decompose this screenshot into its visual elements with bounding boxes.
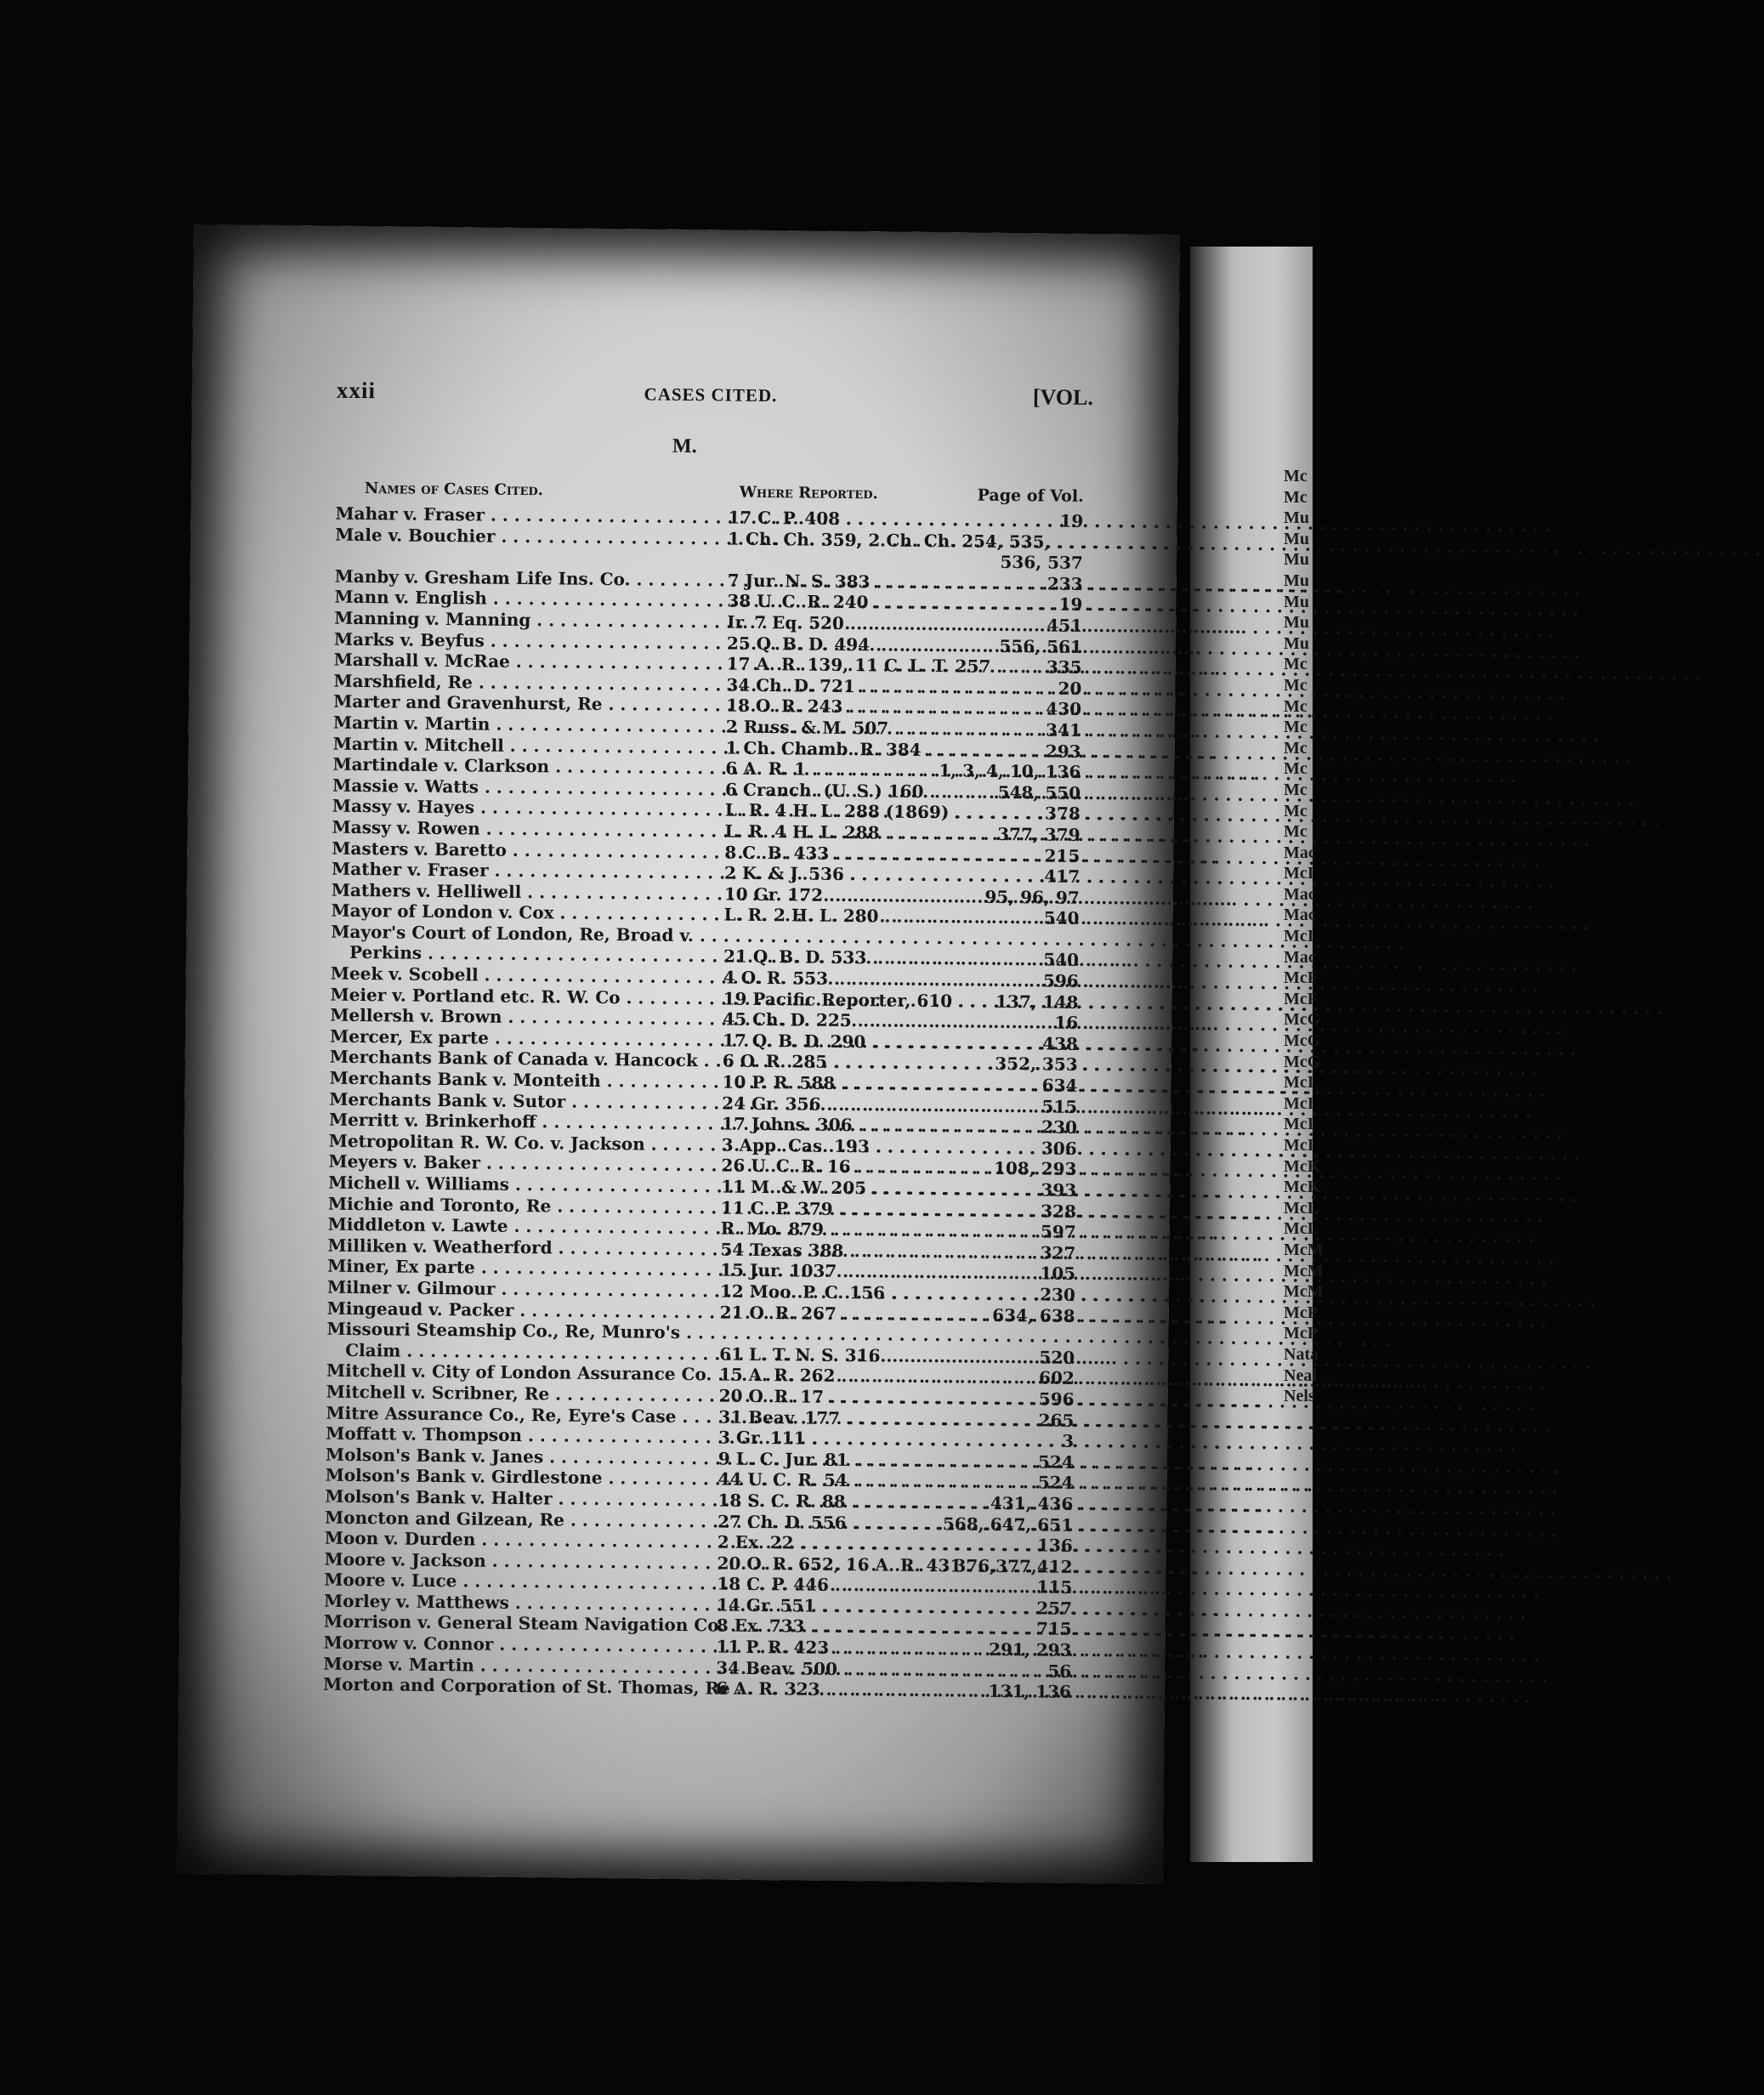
facing-page-fragment: Mu — [1284, 613, 1309, 633]
where-reported-text: 20 O. R. 17 — [718, 1385, 825, 1407]
page-of-vol: 520 — [1039, 1347, 1075, 1368]
column-heading-page: Page of Vol. — [977, 485, 1084, 506]
page-of-vol: 327 — [1040, 1242, 1076, 1263]
page-of-vol: 540 — [1043, 949, 1080, 971]
where-reported-text: 26 U. C. R. 16 — [721, 1155, 851, 1178]
facing-page-text — [1284, 466, 1324, 1407]
facing-page-fragment: McM — [1284, 1282, 1324, 1302]
facing-page-fragment: McP — [1284, 1324, 1318, 1343]
page-of-vol: 306 — [1041, 1138, 1077, 1159]
facing-page-fragment: McG — [1284, 1031, 1321, 1051]
page-of-vol: 556, 561 — [999, 635, 1083, 657]
page-of-vol: 3 — [1062, 1430, 1075, 1451]
where-reported-text: 18 S. C. R. 88 — [718, 1490, 846, 1512]
where-reported-text: 25 Q. B. D. 494 — [726, 633, 871, 655]
case-name-text: Marks v. Beyfus — [333, 628, 485, 651]
where-reported-text: 10 P. R. 588 — [722, 1071, 836, 1093]
page-header — [336, 377, 1094, 419]
case-name-text: Mayor's Court of London, Re, Broad v. — [331, 921, 695, 946]
where-reported-text: 38 U. C. R. 240 — [727, 590, 869, 613]
case-name-text: Missouri Steamship Co., Re, Munro's — [326, 1318, 681, 1343]
facing-page-fragment: Mu — [1284, 571, 1309, 590]
case-name-text: Merchants Bank v. Sutor — [329, 1088, 566, 1112]
page-of-vol: 1, 3, 4, 10, 136 — [939, 760, 1081, 783]
case-name-text: Merchants Bank of Canada v. Hancock — [329, 1047, 698, 1071]
page-of-vol: 16 — [1054, 1012, 1079, 1034]
case-name-text: Morrow v. Connor — [323, 1632, 494, 1655]
column-heading-names: Names of Cases Cited. — [364, 480, 544, 500]
page-of-vol: 393 — [1041, 1179, 1077, 1201]
page-of-vol: 257 — [1036, 1598, 1073, 1619]
case-name-text: Milliken v. Weatherford — [327, 1235, 553, 1258]
page-of-vol: 115 — [1036, 1576, 1073, 1598]
where-reported-text: 6 O. R. 285 — [722, 1050, 828, 1073]
facing-page-fragment: Nels — [1284, 1387, 1315, 1406]
running-title: CASES CITED. — [644, 383, 778, 406]
where-reported-text: 15 Jur. 1037 — [720, 1259, 837, 1282]
case-name-text: Massy v. Rowen — [332, 816, 480, 839]
page-of-vol: 328 — [1041, 1201, 1077, 1222]
page-of-vol: 341 — [1045, 719, 1081, 741]
facing-page-fragment: Mu — [1284, 508, 1309, 528]
where-reported-text: 45 Ch. D. 225 — [723, 1008, 852, 1031]
case-name-text: Moncton and Gilzean, Re — [324, 1507, 565, 1530]
facing-page-fragment: Mc — [1284, 696, 1307, 716]
facing-page-fragment: McM — [1284, 1261, 1324, 1280]
where-reported-text: R. Mo. 879 — [720, 1218, 825, 1240]
where-reported-text: 34 Beav. 500 — [716, 1657, 838, 1679]
case-name-text: Merchants Bank v. Monteith — [329, 1067, 601, 1092]
case-name-text: Mitchell v. City of London Assurance Co. — [326, 1360, 712, 1385]
case-name-text: Molson's Bank v. Halter — [325, 1485, 553, 1509]
page-of-vol: 108, 293 — [993, 1158, 1077, 1180]
case-name-text: Masters v. Baretto — [332, 837, 508, 860]
where-reported-text: 1 Ch. Chamb. R. 384 — [725, 737, 922, 760]
case-name-text: Milner v. Gilmour — [326, 1276, 496, 1299]
page-of-vol: 540 — [1043, 907, 1080, 929]
where-reported-text: 18 O. R. 243 — [726, 695, 843, 718]
case-name-text: Meier v. Portland etc. R. W. Co — [330, 984, 621, 1008]
case-name-text: Mellersh v. Brown — [330, 1004, 502, 1028]
where-reported-text: 12 Moo. P. C. 156 — [719, 1280, 886, 1303]
where-reported-text: 54 Texas 388 — [720, 1239, 844, 1261]
where-reported-text: 19 Pacific Reporter, 610 — [723, 988, 953, 1011]
where-reported-text: 18 C. P. 446 — [717, 1573, 830, 1596]
facing-page-fragment: Mu — [1284, 529, 1309, 548]
facing-page-fragment: Mac — [1284, 947, 1316, 967]
case-name-text: Molson's Bank v. Girdlestone — [325, 1464, 603, 1489]
page-of-vol: 715 — [1035, 1618, 1072, 1640]
page-of-vol: 378 — [1044, 803, 1081, 825]
where-reported-text: 2 Russ. & M. 507 — [725, 716, 889, 739]
where-reported-text: 24 Gr. 356 — [722, 1093, 821, 1115]
where-reported-text: 1 Ch. Ch. 359, 2 Ch. Ch. 254, 535, — [728, 528, 1051, 553]
where-reported-text: 17 Q. B. D. 290 — [722, 1030, 866, 1053]
where-reported-text: 34 Ch. D. 721 — [726, 674, 855, 696]
where-reported-text: 17 C. P. 408 — [728, 507, 841, 529]
case-name-text: Martin v. Martin — [332, 712, 491, 735]
where-reported-text: 10 Gr. 172 — [723, 883, 824, 906]
where-reported — [728, 528, 1051, 553]
case-name-text: Morse v. Martin — [323, 1653, 474, 1676]
facing-page-fragment: McK — [1284, 1156, 1321, 1176]
page-of-vol: 515 — [1041, 1096, 1078, 1117]
case-name-text: Mather v. Fraser — [331, 858, 489, 881]
facing-page-fragment: Mc — [1284, 822, 1307, 842]
facing-page-fragment: McG — [1284, 1010, 1321, 1030]
page-of-vol: 335 — [1046, 656, 1082, 678]
where-reported-text: 2 Ex. 22 — [717, 1531, 794, 1553]
page-of-vol: 451 — [1046, 615, 1083, 636]
facing-page-fragment: McI — [1284, 1136, 1314, 1155]
where-reported-text: 44 U. C. R. 54 — [718, 1468, 848, 1491]
where-reported-text: 3 App. Cas. 193 — [721, 1134, 870, 1157]
facing-page-fragment: McI — [1284, 1093, 1314, 1113]
case-name-text: Morley v. Matthews — [323, 1590, 509, 1613]
facing-page-fragment: Mc — [1284, 718, 1307, 737]
where-reported-text: 61 L. T. N. S. 316 — [719, 1343, 881, 1366]
where-reported-text: 9 L. C. Jur. 81 — [718, 1448, 848, 1470]
page-of-vol: 417 — [1044, 866, 1081, 887]
case-name-text: Moon v. Durden — [324, 1527, 476, 1550]
case-name — [322, 1673, 730, 1699]
facing-page-fragment: Mc — [1284, 759, 1307, 779]
facing-page-fragment: Nata — [1284, 1344, 1319, 1364]
case-name-text: Morton and Corporation of St. Thomas, Re — [322, 1673, 730, 1699]
case-name-text: Michie and Toronto, Re — [327, 1193, 552, 1216]
case-name-text: Massy v. Hayes — [332, 795, 475, 818]
facing-page-fragment: McK — [1284, 1178, 1321, 1197]
column-heading-where: Where Reported. — [739, 483, 878, 503]
where-reported-text: 6 A. R. 1 — [725, 758, 807, 780]
where-reported-text: 8 Ex. 733 — [716, 1615, 805, 1638]
facing-page-fragment: Mc — [1284, 675, 1307, 695]
case-name-text: Male v. Bouchier — [335, 524, 496, 547]
page-of-vol: 377, 379 — [997, 823, 1081, 845]
case-name-text: Mathers v. Helliwell — [331, 879, 522, 902]
facing-page-fragment: McG — [1284, 1052, 1321, 1071]
case-name-text: Middleton v. Lawte — [327, 1213, 508, 1237]
where-reported-text: 31 Beav. 177 — [718, 1405, 841, 1428]
page-of-vol: 352, 353 — [995, 1053, 1078, 1076]
page-of-vol: 293 — [1045, 740, 1081, 762]
page-of-vol: 215 — [1044, 844, 1081, 866]
case-name-text: Manby v. Gresham Life Ins. Co. — [334, 565, 631, 590]
case-name-text: Meyers v. Baker — [328, 1151, 481, 1173]
facing-page-fragment: Mc — [1284, 738, 1307, 758]
facing-page-fragment: Mu — [1284, 633, 1309, 653]
page-of-vol: 230 — [1040, 1284, 1076, 1305]
facing-page-fragment: McP — [1284, 1303, 1318, 1322]
where-reported-text: 2 K. & J. 536 — [723, 862, 844, 885]
page-of-vol: 230 — [1041, 1116, 1078, 1138]
where-reported-text: 3 Gr. 111 — [718, 1427, 806, 1449]
where-reported-text: 15 A. R. 262 — [718, 1364, 836, 1387]
where-reported-text: 7 Jur. N. S. 383 — [727, 570, 871, 593]
cases-table — [323, 503, 1084, 1703]
case-name-text: Moore v. Luce — [324, 1569, 457, 1592]
facing-page-fragment: Mac — [1284, 884, 1316, 904]
facing-page-fragment: Mc — [1284, 780, 1307, 799]
case-name-text: Marshall v. McRae — [333, 649, 510, 673]
page-of-vol: 596 — [1042, 970, 1079, 991]
case-name-text: Mercer, Ex parte — [329, 1025, 490, 1048]
case-name-text: Moffatt v. Thompson — [326, 1422, 523, 1446]
facing-page-fragment: Mc — [1284, 655, 1307, 674]
where-reported-text: L. R. 2 H. L. 280 — [723, 904, 879, 927]
case-name-text: Michell v. Williams — [328, 1172, 510, 1195]
page-of-vol: 19 — [1059, 510, 1084, 531]
page-of-vol: 95, 96, 97 — [984, 886, 1080, 908]
where-reported-text: Ir. 7 Eq. 520 — [727, 611, 845, 633]
facing-page-fragment: McI — [1284, 1073, 1314, 1093]
where-reported-text: 20 O. R. 652, 16 A. R. 431 — [717, 1553, 962, 1576]
where-reported-text: 6 A. R. 323 — [715, 1678, 820, 1700]
case-name-text: Moore v. Jackson — [324, 1548, 486, 1571]
case-name-text: Massie v. Watts — [332, 775, 479, 798]
case-name-text: Mitre Assurance Co., Re, Eyre's Case — [326, 1402, 677, 1427]
page-of-vol: 438 — [1042, 1033, 1079, 1054]
where-reported-text: 11 P. R. 423 — [716, 1636, 830, 1658]
where-reported-text: 21 O. R. 267 — [719, 1302, 837, 1324]
case-name-text: Martindale v. Clarkson — [332, 753, 550, 777]
page-of-vol: 431, 436 — [990, 1492, 1074, 1514]
facing-page-fragment: Mac — [1284, 906, 1316, 925]
case-name-text: Morrison v. General Steam Navigation Co. — [323, 1611, 725, 1637]
page-of-vol: 136 — [1036, 1535, 1073, 1556]
case-name-text: Marter and Gravenhurst, Re — [333, 691, 603, 715]
where-reported-text: 4 O. R. 553 — [723, 967, 829, 989]
document-page — [177, 224, 1180, 1884]
page-of-vol: 20 — [1058, 678, 1082, 699]
case-name-text: Mahar v. Fraser — [335, 502, 485, 525]
facing-page-fragment: McM — [1284, 1240, 1324, 1259]
facing-page-fragment: McI — [1284, 927, 1314, 946]
case-name-text: Claim — [345, 1339, 401, 1361]
page-of-vol: 265 — [1038, 1409, 1075, 1431]
facing-page-fragment: Neal — [1284, 1365, 1317, 1385]
page-of-vol: 430 — [1046, 698, 1082, 720]
page-of-vol: 291, 293 — [988, 1638, 1072, 1661]
where-reported-text: 21 Q. B. D. 533 — [723, 945, 867, 968]
case-name-text: Mayor of London v. Cox — [331, 900, 554, 923]
case-name-text: Martin v. Mitchell — [332, 733, 504, 756]
facing-page-fragment: Mac — [1284, 843, 1316, 862]
facing-page-fragment: Mu — [1284, 592, 1309, 611]
where-reported-text: 6 Cranch. (U. S.) 160 — [724, 779, 924, 802]
facing-page-fragment: Mc — [1284, 801, 1307, 820]
page-of-vol: 56 — [1047, 1661, 1072, 1682]
page-of-vol: 524 — [1037, 1472, 1074, 1494]
page-of-vol: 19 — [1058, 593, 1083, 616]
facing-page-fragment: Mc — [1284, 487, 1307, 507]
case-name-text: Mitchell v. Scribner, Re — [326, 1381, 550, 1405]
page-of-vol: 548, 550 — [997, 781, 1081, 803]
case-name-text: Mann v. English — [334, 587, 488, 609]
facing-page-fragment: McI — [1284, 864, 1314, 883]
section-letter: M. — [672, 434, 697, 458]
where-reported-text: 17 A. R. 139, 11 C. L. T. 257 — [726, 653, 991, 677]
case-name-text: Perkins — [349, 942, 423, 964]
page-of-vol: 376,377,412 — [954, 1555, 1073, 1577]
case-name-text: Molson's Bank v. Janes — [325, 1444, 544, 1468]
where-reported-text: 11 M. & W. 205 — [721, 1176, 867, 1199]
page-of-vol: 233 — [1046, 573, 1083, 594]
page-of-vol: 524 — [1037, 1451, 1074, 1473]
facing-page-fragment: McI — [1284, 1115, 1314, 1134]
facing-page-fragment: McF — [1284, 968, 1318, 988]
where-reported-text: 17 Johns. 306 — [721, 1113, 853, 1136]
page-of-vol: 596 — [1038, 1388, 1075, 1410]
page-of-vol: 105 — [1040, 1263, 1076, 1285]
case-name-text: Mingeaud v. Packer — [326, 1297, 514, 1320]
where-reported-text: 8 C. B. 433 — [724, 842, 830, 864]
facing-page-fragment: McL — [1284, 1198, 1319, 1218]
page-of-vol: 137, 148 — [995, 991, 1079, 1013]
page-of-vol: 634 — [1041, 1075, 1078, 1096]
facing-page-fragment: Mc — [1284, 467, 1307, 485]
case-name-text: Miner, Ex parte — [327, 1256, 475, 1278]
page-of-vol: 634, 638 — [992, 1304, 1075, 1326]
case-name-text: Manning v. Manning — [334, 607, 531, 631]
where-reported-text: L. R. 4 H. L. 288 — [724, 820, 880, 843]
facing-page-fragment: McL — [1284, 1219, 1319, 1239]
where-reported-text: L. R. 4 H. L. 288 (1869) — [724, 799, 950, 823]
where-reported-text: 11 C. P. 379 — [720, 1197, 833, 1219]
case-name-text: Meek v. Scobell — [330, 962, 479, 985]
page-of-vol: 597 — [1040, 1221, 1076, 1243]
case-name-text: Metropolitan R. W. Co. v. Jackson — [328, 1130, 645, 1155]
where-reported-text: 27 Ch. D. 556 — [717, 1510, 847, 1533]
page-of-vol: 536, 537 — [1000, 552, 1084, 574]
page-of-vol: 131, 136 — [988, 1681, 1072, 1703]
case-name-text: Merritt v. Brinkerhoff — [328, 1109, 536, 1133]
page-of-vol: 602 — [1039, 1367, 1075, 1389]
volume-marker: [VOL. — [1032, 384, 1094, 411]
page-of-vol: 568, 647, 651 — [942, 1513, 1074, 1536]
facing-page-fragment: Mu — [1284, 550, 1309, 570]
facing-page-fragment: McF — [1284, 989, 1318, 1008]
case-name-text: Marshfield, Re — [333, 670, 474, 693]
where-reported-text: 14 Gr. 551 — [716, 1594, 816, 1616]
page-numeral: xxii — [336, 377, 377, 404]
